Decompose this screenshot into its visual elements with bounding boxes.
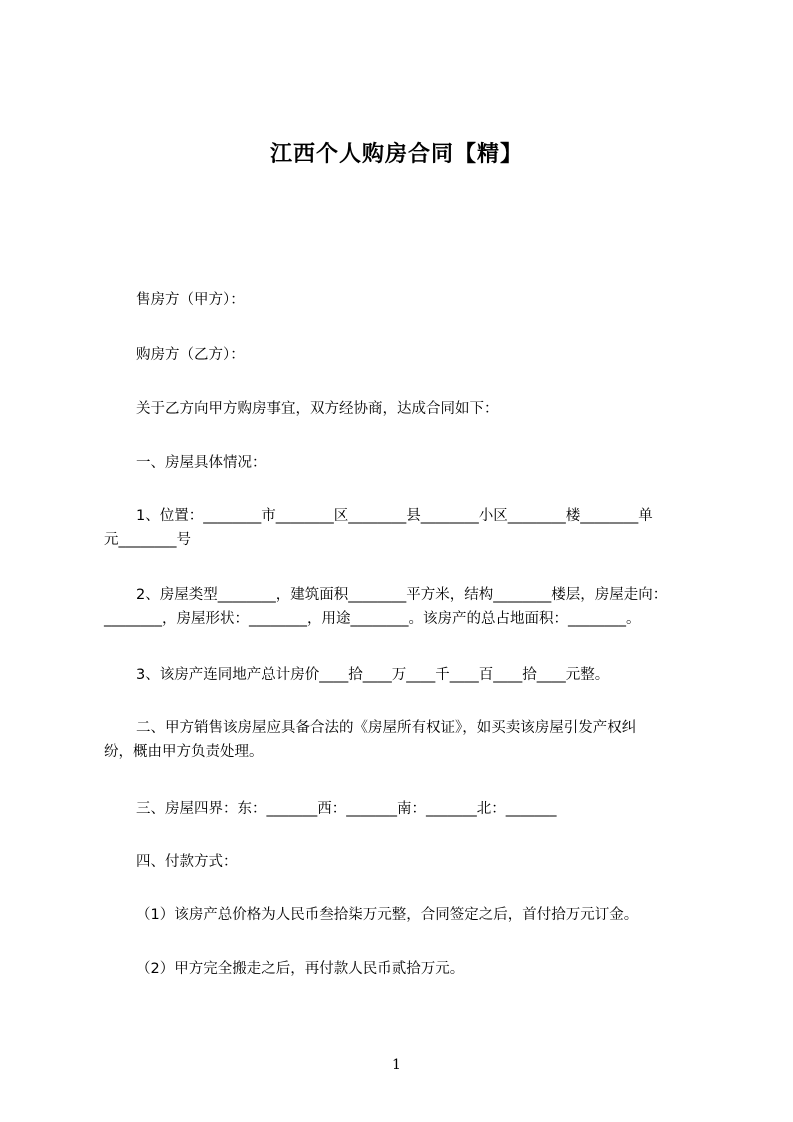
- section2-paragraph: [104, 716, 716, 764]
- location-line-2: 元________号: [104, 532, 191, 548]
- house-type-item: [104, 583, 716, 631]
- section4-heading: 四、付款方式：: [136, 854, 238, 870]
- buyer-line: 购房方（乙方）：: [136, 347, 245, 363]
- section1-heading: 一、房屋具体情况：: [136, 455, 267, 471]
- section2-line-2: 纷，概由甲方负责处理。: [104, 744, 264, 760]
- intro-paragraph: 关于乙方向甲方购房事宜，双方经协商，达成合同如下：: [136, 401, 499, 417]
- house-type-line-1: 2、房屋类型________，建筑面积________平方米，结构________楼层，房屋走向：: [136, 587, 668, 603]
- page-number: 1: [392, 1057, 401, 1073]
- location-line-1: 1、位置：________市________区________县________小区________楼________单: [136, 508, 653, 524]
- house-type-line-2: ________，房屋形状：________，用途________。该房产的总占地面积：________。: [104, 611, 641, 627]
- payment-item-2: （2）甲方完全搬走之后，再付款人民币贰拾万元。: [136, 961, 465, 977]
- document-title: 江西个人购房合同【精】: [269, 142, 523, 167]
- location-item: [104, 504, 716, 552]
- payment-item-1: （1）该房产总价格为人民币叁拾柒万元整，合同签定之后，首付拾万元订金。: [136, 907, 639, 923]
- total-price-item: 3、该房产连同地产总计房价____拾____万____千____百____拾____元整。: [136, 667, 610, 683]
- section2-line-1: 二、甲方销售该房屋应具备合法的《房屋所有权证》，如买卖该房屋引发产权纠: [136, 720, 637, 736]
- section3-boundaries: 三、房屋四界：东：_______西：_______南：_______北：_______: [136, 801, 557, 817]
- seller-line: 售房方（甲方）：: [136, 292, 245, 308]
